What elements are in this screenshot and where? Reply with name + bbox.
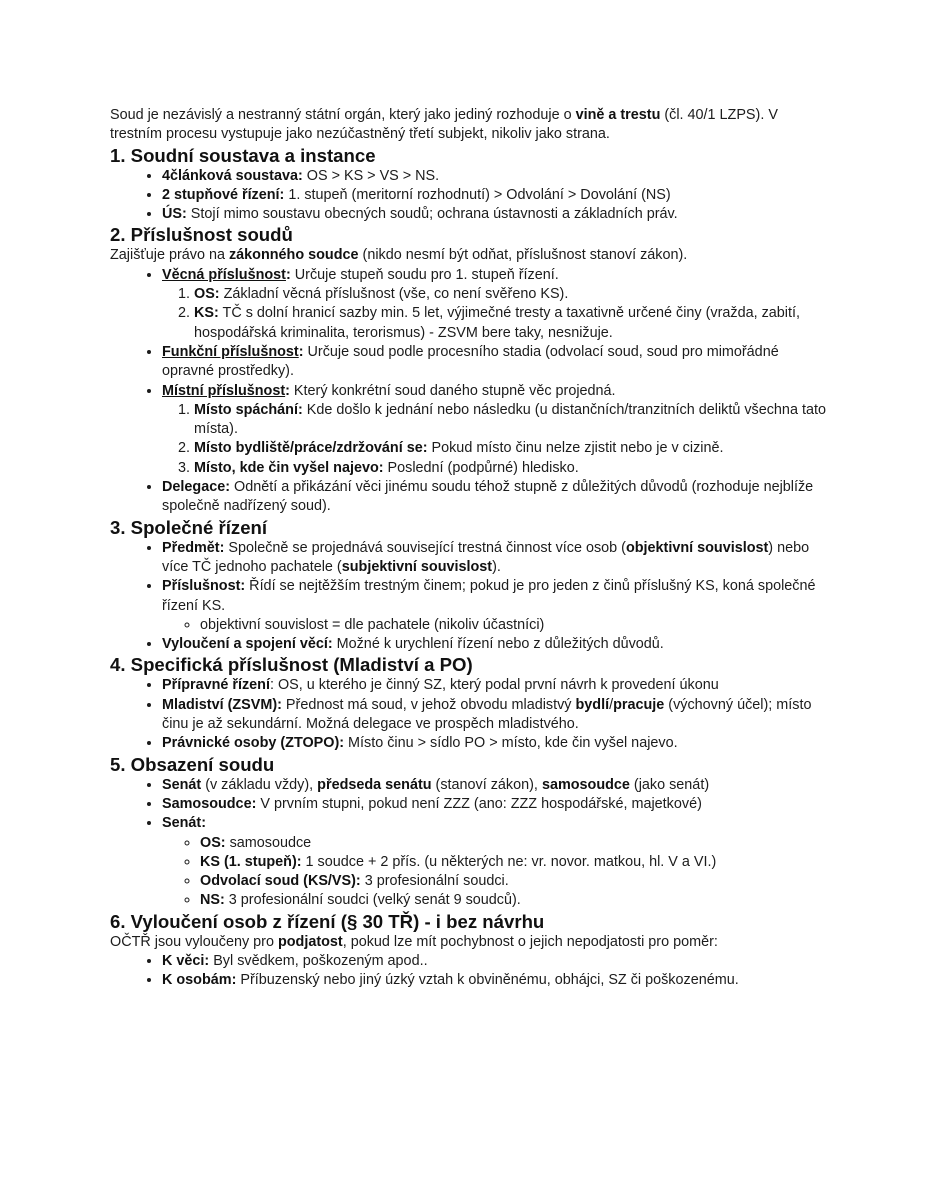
- item-label: 4článková soustava:: [162, 167, 303, 184]
- mistni-sublist: [162, 401, 826, 478]
- item-label: Příslušnost:: [162, 578, 246, 595]
- intro-text: OČTŘ jsou vyloučeny pro: [110, 933, 278, 950]
- item-text: Stojí mimo soustavu obecných soudů; ochrana ústavnosti a základních práv.: [186, 206, 678, 223]
- sub-item: [194, 304, 826, 343]
- item-label: KS:: [194, 305, 219, 322]
- item-label: NS:: [200, 892, 225, 909]
- item-bold: samosoudce: [541, 776, 630, 793]
- intro-bold: zákonného soudce: [228, 247, 359, 264]
- list-item-pravnicke: [162, 734, 826, 753]
- item-text: 3 profesionální soudci.: [360, 873, 509, 890]
- section-2-intro: [110, 246, 826, 265]
- intro-text: (čl. 40/1 LZPS). V trestním procesu vystupuje jako nezúčastněný třetí subjekt, nikoliv jako strana.: [110, 107, 778, 143]
- item-label: Mladiství (ZSVM):: [162, 696, 282, 713]
- label-colon: :: [285, 266, 291, 283]
- item-text: : OS, u kterého je činný SZ, který podal první návrh k provedení úkonu: [269, 677, 719, 694]
- section-3-heading: 3. Společné řízení: [110, 516, 268, 538]
- item-text: (v základu vždy),: [201, 776, 318, 793]
- item-text: /: [609, 696, 614, 713]
- section-3-list: [110, 539, 826, 655]
- list-item-senat: [162, 814, 826, 910]
- list-item: [162, 971, 826, 990]
- item-text: (jako senát): [629, 776, 710, 793]
- item-label: OS:: [200, 834, 226, 851]
- item-label: [162, 344, 304, 360]
- item-bold: pracuje: [613, 696, 665, 713]
- sub-item: [194, 401, 826, 440]
- list-item: [162, 167, 826, 186]
- list-item-pripravne: [162, 676, 826, 695]
- sub-item: [200, 853, 826, 872]
- item-text: 3 profesionální soudci (velký senát 9 soudců).: [224, 892, 521, 909]
- prislusnost-sublist: [162, 616, 826, 635]
- item-text: (stanoví zákon),: [431, 776, 542, 793]
- list-item: [162, 186, 826, 205]
- item-label: Předmět:: [162, 539, 225, 556]
- intro-bold: podjatost: [277, 933, 343, 950]
- item-text: Odnětí a přikázání věci jinému soudu téhož stupně z důležitých důvodů (rozhoduje nejblíže společně nadřízený soud).: [162, 479, 814, 515]
- item-label: OS:: [194, 286, 220, 303]
- section-1-heading: 1. Soudní soustava a instance: [110, 144, 376, 166]
- item-text: Přednost má soud, v jehož obvodu mladistvý: [281, 696, 576, 713]
- item-text: Pokud místo činu nelze zjistit nebo je v cizině.: [427, 440, 724, 457]
- list-item-delegace: [162, 478, 826, 517]
- item-bold: bydlí: [575, 696, 610, 713]
- section-1-list: [110, 167, 826, 225]
- sub-item: [200, 834, 826, 853]
- item-text: ) nebo více TČ jednoho pachatele (: [162, 539, 810, 575]
- item-text: Příbuzenský nebo jiný úzký vztah k obviněnému, obhájci, SZ či poškozenému.: [236, 972, 739, 989]
- item-label: Přípravné řízení: [162, 677, 270, 694]
- item-text: Určuje soud podle procesního stadia (odvolací soud, soud pro mimořádné opravné prostředky).: [162, 343, 779, 380]
- item-text: 1 soudce + 2 přís. (u některých ne: vr. novor. matkou, hl. V a VI.): [301, 853, 717, 870]
- item-label: KS (1. stupeň):: [200, 853, 302, 870]
- intro-text: , pokud lze mít pochybnost o jejich nepodjatosti pro poměr:: [342, 933, 718, 950]
- list-item-vylouceni: [162, 635, 826, 654]
- item-text: OS > KS > VS > NS.: [302, 167, 440, 184]
- item-text: V prvním stupni, pokud není ZZZ (ano: ZZZ hospodářské, majetkové): [256, 795, 702, 812]
- item-bold: Senát: [162, 776, 202, 793]
- section-6-intro: [110, 933, 826, 952]
- item-bold: objektivní souvislost: [625, 539, 769, 556]
- item-label: K věci:: [162, 952, 210, 969]
- item-text: 1. stupeň (meritorní rozhodnutí) > Odvolání > Dovolání (NS): [284, 186, 671, 203]
- item-label: Delegace:: [162, 479, 230, 496]
- item-text: Poslední (podpůrné) hledisko.: [383, 459, 579, 476]
- intro-paragraph: [110, 106, 826, 145]
- label-colon: :: [298, 343, 304, 360]
- list-item-prislusnost: [162, 577, 826, 635]
- item-text: Určuje stupeň soudu pro 1. stupeň řízení.: [290, 266, 559, 283]
- section-5-list: [110, 776, 826, 911]
- item-bold: předseda senátu: [317, 776, 432, 793]
- section-5-heading: 5. Obsazení soudu: [110, 753, 275, 775]
- item-text: samosoudce: [225, 834, 312, 851]
- item-label: Odvolací soud (KS/VS):: [200, 873, 361, 890]
- item-label: [162, 383, 290, 399]
- intro-text: Soud je nezávislý a nestranný státní orgán, který jako jediný rozhoduje o: [110, 107, 576, 123]
- list-item: [162, 952, 826, 971]
- item-text: Společně se projednává související trestná činnost více osob (: [224, 539, 626, 556]
- item-text: Možné k urychlení řízení nebo z důležitých důvodů.: [332, 636, 664, 653]
- item-text: Který konkrétní soud daného stupně věc projedná.: [289, 382, 616, 399]
- section-2-list: [110, 266, 826, 517]
- item-label: Vyloučení a spojení věcí:: [162, 636, 333, 653]
- item-label: [162, 267, 291, 283]
- item-label: Místo bydliště/práce/zdržování se:: [194, 440, 428, 457]
- intro-text: (nikdo nesmí být odňat, příslušnost stanoví zákon).: [358, 247, 688, 264]
- list-item-mladistvi: [162, 696, 826, 735]
- item-label: Senát:: [162, 815, 206, 832]
- item-label: Právnické osoby (ZTOPO):: [162, 735, 345, 752]
- sub-item: [200, 872, 826, 891]
- section-6-list: [110, 952, 826, 991]
- item-label: K osobám:: [162, 972, 237, 989]
- section-4-list: [110, 676, 826, 753]
- item-label: ÚS:: [162, 206, 187, 223]
- item-text: Byl svědkem, poškozeným apod..: [209, 952, 428, 969]
- underlined-label: Místní příslušnost: [162, 382, 286, 399]
- senat-sublist: [162, 834, 826, 911]
- item-label: Samosoudce:: [162, 795, 257, 812]
- label-colon: :: [285, 382, 290, 399]
- vecna-sublist: [162, 285, 826, 343]
- item-bold: subjektivní souvislost: [341, 558, 493, 575]
- sub-item: [200, 891, 826, 910]
- item-label: 2 stupňové řízení:: [162, 186, 285, 203]
- list-item-senat-line: [162, 776, 826, 795]
- item-text: Místo činu > sídlo PO > místo, kde čin vyšel najevo.: [344, 735, 678, 752]
- section-2-heading: 2. Příslušnost soudů: [110, 224, 293, 246]
- intro-bold: vině a trestu: [575, 107, 661, 123]
- list-item-mistni: [162, 382, 826, 478]
- sub-item: [194, 439, 826, 458]
- section-4-heading: 4. Specifická příslušnost (Mladiství a PO): [110, 654, 473, 676]
- item-text: ).: [492, 558, 501, 575]
- underlined-label: Věcná příslušnost: [162, 266, 286, 283]
- underlined-label: Funkční příslušnost: [162, 343, 299, 360]
- item-text: Řídí se nejtěžším trestným činem; pokud je pro jeden z činů příslušný KS, koná společné řízení KS.: [162, 578, 816, 614]
- item-text: Základní věcná příslušnost (vše, co není svěřeno KS).: [219, 286, 569, 303]
- item-text: TČ s dolní hranicí sazby min. 5 let, výjimečné tresty a taxativně určené činy (vražda, zabití, hospodářská kriminalita, terorismus) - ZSVM bere taky, nesnižuje.: [194, 305, 800, 341]
- item-label: Místo spáchání:: [194, 401, 303, 418]
- list-item-funkcni: [162, 343, 826, 382]
- list-item-predmet: [162, 539, 826, 578]
- item-label: Místo, kde čin vyšel najevo:: [194, 459, 384, 476]
- list-item-samosoudce: [162, 795, 826, 814]
- sub-item: [194, 285, 826, 304]
- sub-item: ◦ objektivní souvislost = dle pachatele (nikoliv účastníci): [200, 616, 826, 635]
- list-item: [162, 205, 826, 224]
- section-6-heading: 6. Vyloučení osob z řízení (§ 30 TŘ) - i bez návrhu: [110, 910, 545, 932]
- item-text: Kde došlo k jednání nebo následku (u distančních/tranzitních deliktů všechna tato místa).: [194, 401, 826, 438]
- item-text: (výchovný účel); místo činu je až sekundární. Možná delegace ve prospěch mladistvého.: [162, 696, 812, 733]
- list-item-vecna: [162, 266, 826, 343]
- sub-item: [194, 459, 826, 478]
- intro-text: Zajišťuje právo na: [110, 247, 229, 264]
